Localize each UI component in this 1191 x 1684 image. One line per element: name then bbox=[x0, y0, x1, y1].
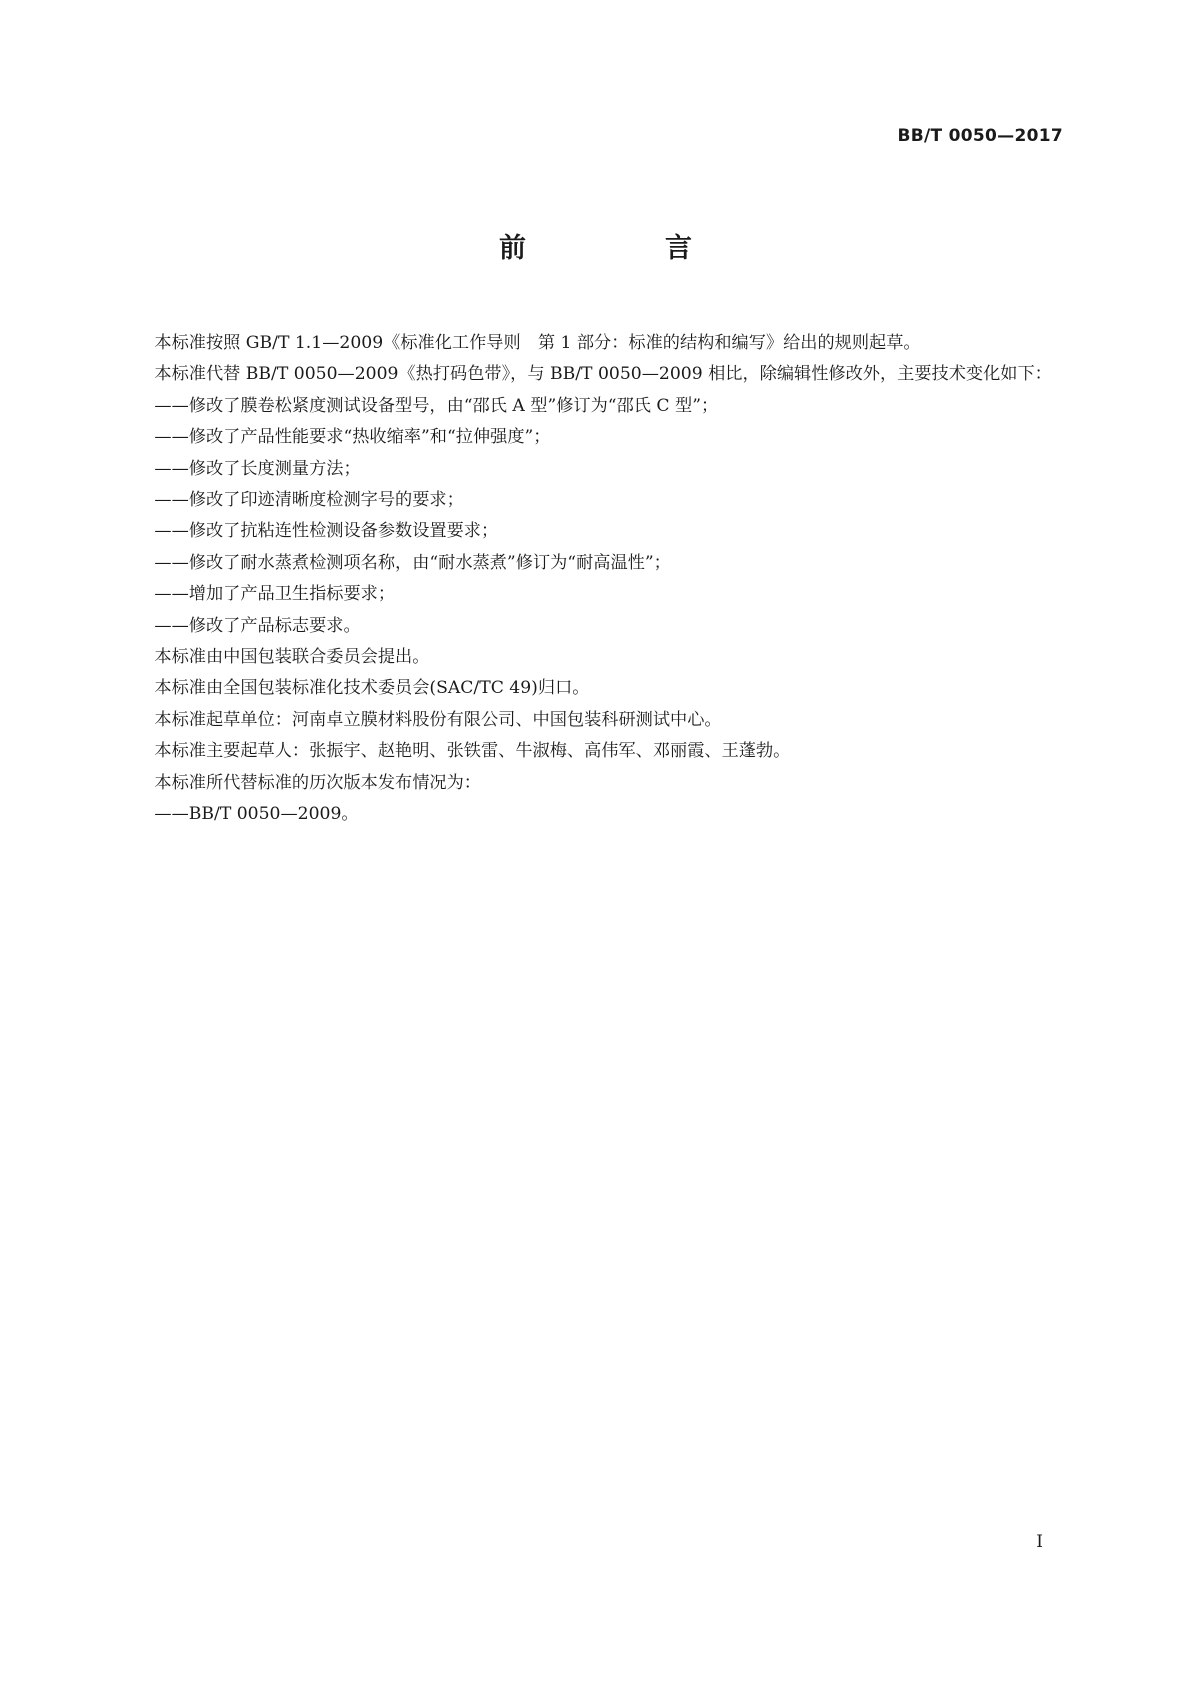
paragraph-drafting-rules: 本标准按照 GB/T 1.1—2009《标准化工作导则 第 1 部分：标准的结构和编写》给出的规则起草。 bbox=[154, 333, 921, 353]
paragraph-history-intro: 本标准所代替标准的历次版本发布情况为： bbox=[154, 772, 481, 793]
list-item: ——修改了产品性能要求“热收缩率”和“拉伸强度”； bbox=[154, 427, 551, 448]
list-item: ——修改了抗粘连性检测设备参数设置要求； bbox=[154, 521, 499, 542]
standard-code: BB/T 0050—2017 bbox=[897, 126, 1063, 146]
paragraph-drafting-units: 本标准起草单位：河南卓立膜材料股份有限公司、中国包装科研测试中心。 bbox=[154, 709, 722, 730]
list-item: ——修改了印迹清晰度检测字号的要求； bbox=[154, 490, 464, 511]
paragraph-proposer: 本标准由中国包装联合委员会提出。 bbox=[154, 647, 430, 668]
page-title: 前 言 bbox=[499, 233, 748, 264]
paragraph-committee: 本标准由全国包装标准化技术委员会(SAC/TC 49)归口。 bbox=[154, 678, 590, 699]
list-item: ——修改了产品标志要求。 bbox=[154, 615, 361, 636]
list-item: ——增加了产品卫生指标要求； bbox=[154, 584, 396, 605]
list-item: ——修改了长度测量方法； bbox=[154, 458, 361, 479]
paragraph-replacement: 本标准代替 BB/T 0050—2009《热打码色带》，与 BB/T 0050—2009 相比，除编辑性修改外，主要技术变化如下： bbox=[154, 364, 1052, 385]
page-number: I bbox=[1036, 1532, 1043, 1552]
list-item: ——修改了耐水蒸煮检测项名称，由“耐水蒸煮”修订为“耐高温性”； bbox=[154, 552, 671, 573]
list-item: ——修改了膜卷松紧度测试设备型号，由“邵氏 A 型”修订为“邵氏 C 型”； bbox=[154, 395, 719, 416]
history-list-item: ——BB/T 0050—2009。 bbox=[154, 804, 359, 825]
paragraph-drafters: 本标准主要起草人：张振宇、赵艳明、张铁雷、牛淑梅、高伟军、邓丽霞、王蓬勃。 bbox=[154, 741, 791, 762]
foreword-body bbox=[120, 328, 1070, 831]
